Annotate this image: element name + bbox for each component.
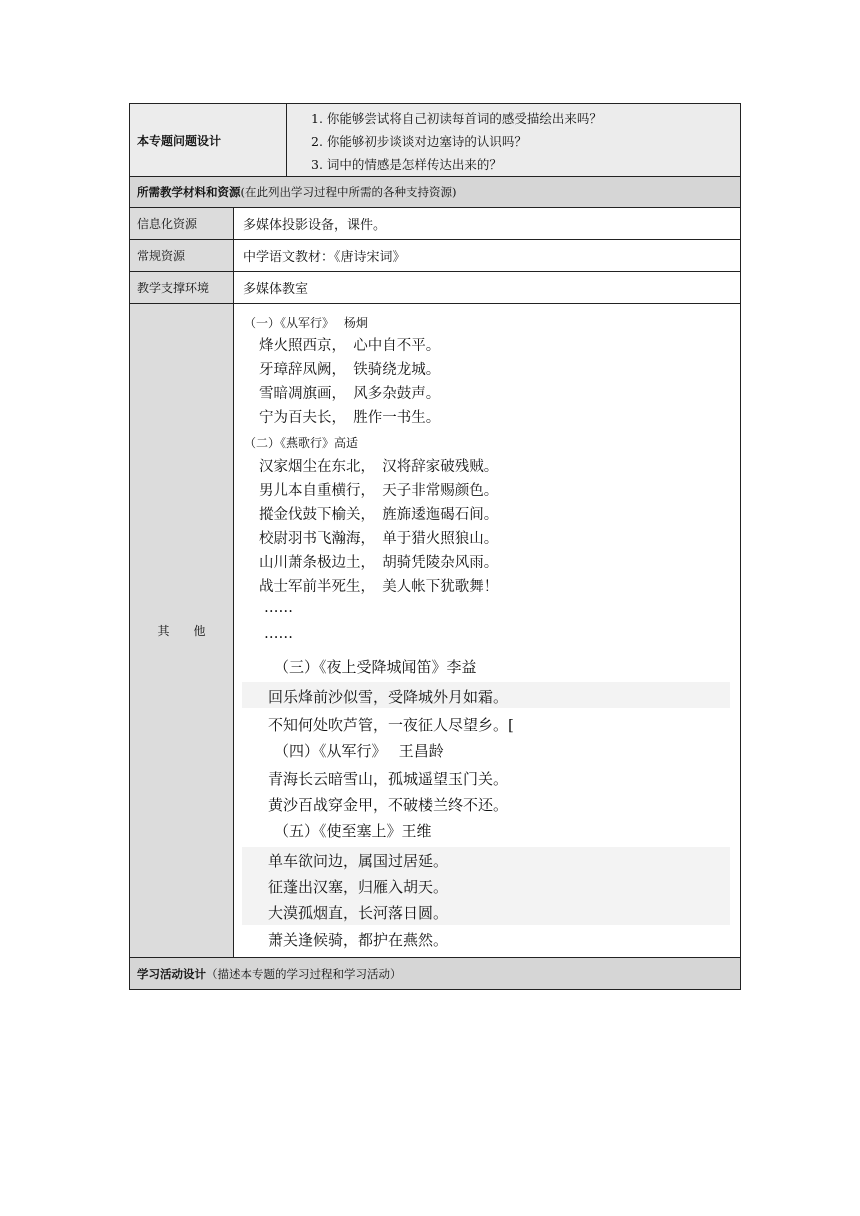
poem-line: 男儿本自重横行， 天子非常赐颜色。 xyxy=(259,483,499,499)
questions-label: 本专题问题设计 xyxy=(130,104,287,176)
poem-line: 战士军前半死生， 美人帐下犹歌舞！ xyxy=(259,579,499,595)
poem-heading: （三）《夜上受降城闻笛》李益 xyxy=(274,658,477,676)
other-label: 其 他 xyxy=(130,304,234,957)
resource-row xyxy=(130,208,740,240)
activity-title: 学习活动设计 xyxy=(137,966,206,981)
poem-line: 汉家烟尘在东北， 汉将辞家破残贼。 xyxy=(259,459,499,475)
resource-value: 多媒体教室 xyxy=(234,272,740,303)
poem-line: 回乐烽前沙似雪，受降城外月如霜。 xyxy=(268,688,509,706)
poem-line: 大漠孤烟直，长河落日圆。 xyxy=(268,904,449,922)
resource-row xyxy=(130,240,740,272)
poem-line: 征蓬出汉塞，归雁入胡天。 xyxy=(268,878,449,896)
resource-value: 多媒体投影设备，课件。 xyxy=(234,208,740,239)
poem-heading: （一）《从军行》 杨炯 xyxy=(244,316,368,330)
poem-line: 山川萧条极边土， 胡骑凭陵杂风雨。 xyxy=(259,555,499,571)
poem-line: 青海长云暗雪山，孤城遥望玉门关。 xyxy=(268,770,509,788)
materials-title: 所需教学材料和资源 xyxy=(137,185,241,199)
poem-line: 萧关逢候骑，都护在燕然。 xyxy=(268,931,449,949)
poem-line: 摐金伐鼓下榆关， 旌旆逶迤碣石间。 xyxy=(259,507,499,523)
activity-header xyxy=(130,958,740,989)
other-row xyxy=(130,304,740,958)
materials-note: (在此列出学习过程中所需的各种支持资源) xyxy=(240,185,457,199)
resource-label: 教学支撑环境 xyxy=(130,272,234,303)
activity-note: （描述本专题的学习过程和学习活动） xyxy=(206,966,402,981)
resource-label: 常规资源 xyxy=(130,240,234,271)
poem-line: 不知何处吹芦管，一夜征人尽望乡。[ xyxy=(268,716,514,734)
ellipsis: …… xyxy=(264,626,293,642)
lesson-plan-table xyxy=(129,103,741,990)
poem-line: 校尉羽书飞瀚海， 单于猎火照狼山。 xyxy=(259,531,499,547)
poem-heading: （五）《使至塞上》王维 xyxy=(274,822,432,840)
resource-label: 信息化资源 xyxy=(130,208,234,239)
poem-line: 牙璋辞凤阙， 铁骑绕龙城。 xyxy=(259,362,441,378)
resource-value: 中学语文教材：《唐诗宋词》 xyxy=(234,240,740,271)
poem-line: 黄沙百战穿金甲，不破楼兰终不还。 xyxy=(268,796,509,814)
poem-line: 雪暗凋旗画， 风多杂鼓声。 xyxy=(259,386,441,402)
question-item: 2. 你能够初步谈谈对边塞诗的认识吗？ xyxy=(311,134,527,149)
poem-heading: （二）《燕歌行》高适 xyxy=(244,436,359,450)
resource-row xyxy=(130,272,740,304)
poem-line: 单车欲问边，属国过居延。 xyxy=(268,852,449,870)
ellipsis: …… xyxy=(264,600,293,616)
questions-row xyxy=(130,104,740,177)
question-item: 3. 词中的情感是怎样传达出来的？ xyxy=(311,157,502,172)
poems-content xyxy=(234,304,740,957)
poem-line: 宁为百夫长， 胜作一书生。 xyxy=(259,410,441,426)
questions-list xyxy=(287,104,740,176)
poem-line: 烽火照西京， 心中自不平。 xyxy=(259,338,441,354)
materials-header xyxy=(130,177,740,208)
poem-heading: （四）《从军行》 王昌龄 xyxy=(274,742,444,760)
question-item: 1. 你能够尝试将自己初读每首词的感受描绘出来吗？ xyxy=(311,111,602,126)
